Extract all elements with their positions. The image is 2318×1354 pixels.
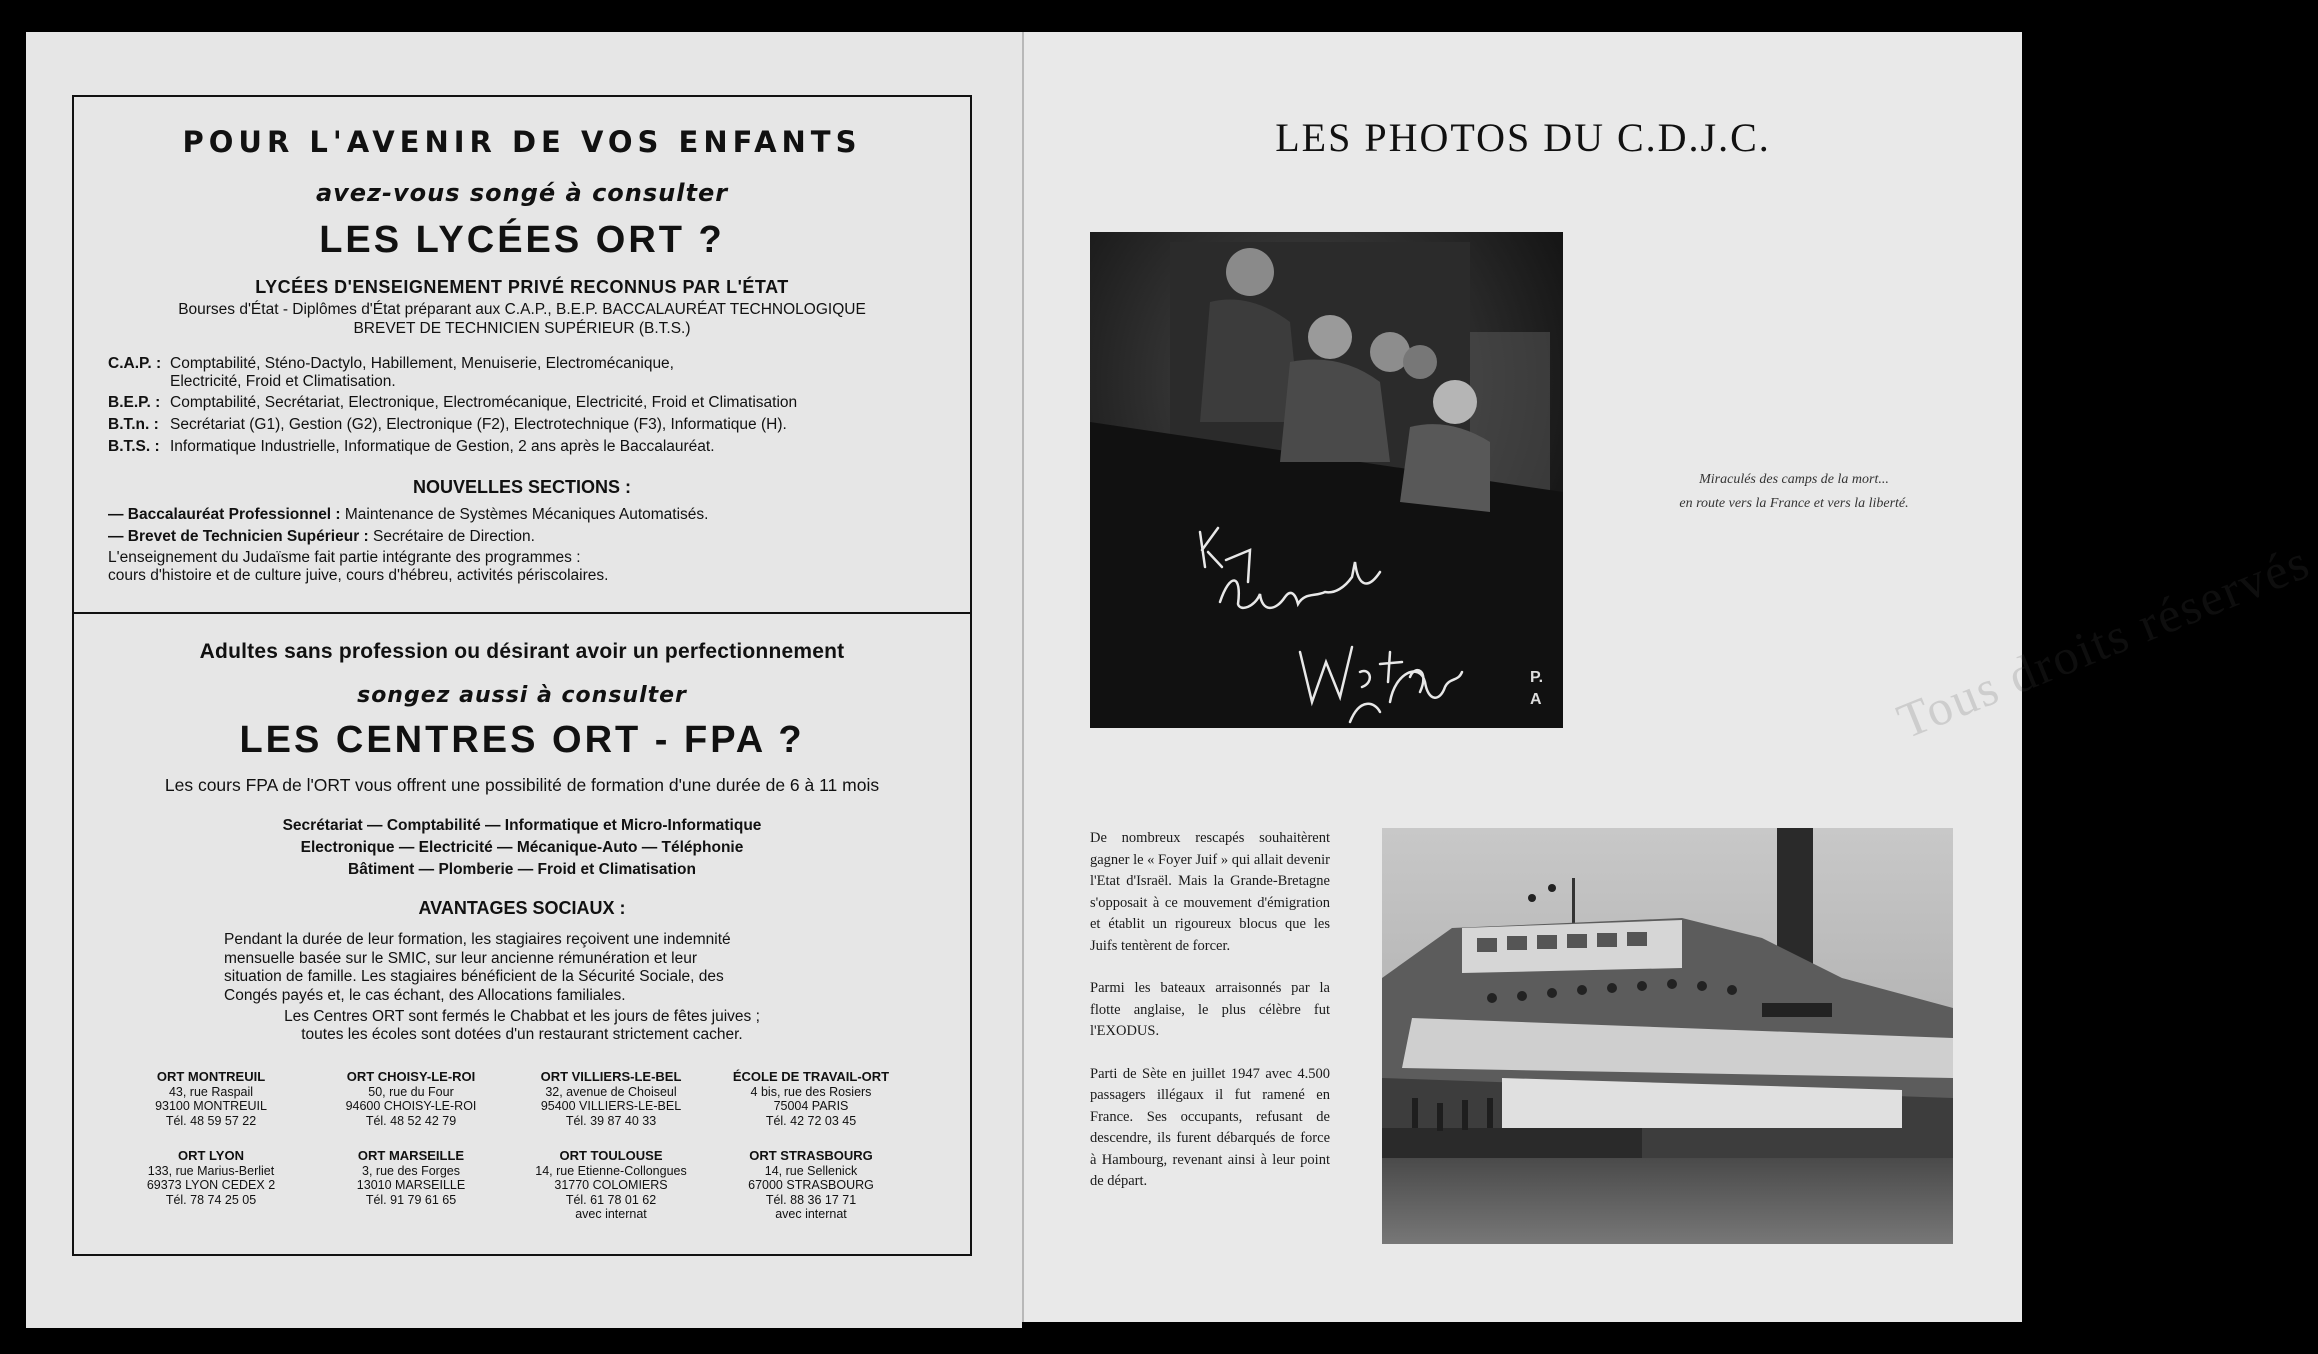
photo-caption: Miraculés des camps de la mort... en route vers la France et vers la liberté. [1679, 472, 1909, 511]
programme-bep: B.E.P. : Comptabilité, Secrétariat, Electronique, Electromécanique, Electricité, Froid et Climatisation [108, 394, 798, 411]
bourses-line-2: BREVET DE TECHNICIEN SUPÉRIEUR (B.T.S.) [353, 320, 691, 337]
specialites-line-3: Bâtiment — Plomberie — Froid et Climatisation [348, 861, 696, 878]
ort-advertisement [72, 95, 972, 1256]
centre-address: ORT TOULOUSE 14, rue Etienne-Collongues 31770 COLOMIERS Tél. 61 78 01 62 avec internat [535, 1148, 687, 1221]
article-text [1090, 828, 1330, 1214]
songez-line: songez aussi à consulter [357, 683, 687, 708]
centre-address: ÉCOLE DE TRAVAIL-ORT 4 bis, rue des Rosiers 75004 PARIS Tél. 42 72 03 45 [732, 1069, 890, 1128]
specialites-line-2: Electronique — Electricité — Mécanique-Auto — Téléphonie [300, 839, 744, 856]
article-paragraph: De nombreux rescapés souhaitèrent gagner le « Foyer Juif » qui allait devenir l'Etat d'Israël. Mais la Grande-Bretagne s'opposait à ce mouvement d'émigration et établit un rigoureux blocus que les Juifs tentèrent de forcer. [1090, 830, 1330, 954]
svg-text:A: A [1530, 691, 1542, 708]
judaisme-line-1: L'enseignement du Judaïsme fait partie intégrante des programmes : [108, 549, 581, 566]
left-page [26, 32, 1022, 1328]
nouvelle-section-bts: — Brevet de Technicien Supérieur : Secrétaire de Direction. [108, 528, 535, 545]
centre-address: ORT CHOISY-LE-ROI 50, rue du Four 94600 CHOISY-LE-ROI Tél. 48 52 42 79 [345, 1069, 477, 1128]
specialites-line-1: Secrétariat — Comptabilité — Informatique et Micro-Informatique [282, 817, 762, 834]
programme-btn: B.T.n. : Secrétariat (G1), Gestion (G2), Electronique (F2), Electrotechnique (F3), Informatique (H). [108, 416, 787, 433]
article-paragraph: Parti de Sète en juillet 1947 avec 4.500 passagers illégaux il fut ramené en France. Ses occupants, refusant de descendre, ils furent débarqués de force à Hambourg, revenant ainsi à leur point de départ. [1090, 1065, 1330, 1189]
section-divider [74, 612, 970, 614]
programme-bts: B.T.S. : Informatique Industrielle, Informatique de Gestion, 2 ans après le Baccalauréat. [108, 438, 715, 455]
programme-cap: C.A.P. : Comptabilité, Sténo-Dactylo, Habillement, Menuiserie, Electromécanique, Electricité, Froid et Climatisation. [108, 355, 674, 390]
orphans-train-photo [1090, 232, 1563, 728]
avantages-text: Pendant la durée de leur formation, les stagiaires reçoivent une indemnité mensuelle basée sur le SMIC, sur leur ancienne rémunération et leur situation de famille. Les stagiaires bénéficient de la Sécurité Sociale, des Congés payés et, le cas échant, des Allocations familiales. [224, 931, 731, 1004]
avantages-title: AVANTAGES SOCIAUX : [418, 898, 626, 918]
lycees-subtitle: LYCÉES D'ENSEIGNEMENT PRIVÉ RECONNUS PAR L'ÉTAT [255, 277, 789, 297]
exodus-ship-photo-graphic [1382, 828, 1953, 1244]
orphans-train-photo-graphic [1090, 232, 1563, 728]
right-page [1022, 32, 2318, 1322]
nouvelles-sections-title: NOUVELLES SECTIONS : [412, 477, 632, 497]
chabbat-line-2: toutes les écoles sont dotées d'un restaurant strictement cacher. [301, 1026, 743, 1043]
centre-address: ORT LYON 133, rue Marius-Berliet 69373 LYON CEDEX 2 Tél. 78 74 25 05 [146, 1148, 276, 1207]
adultes-line: Adultes sans profession ou désirant avoir un perfectionnement [199, 640, 845, 663]
centres-title: LES CENTRES ORT - FPA ? [239, 719, 805, 761]
exodus-ship-photo [1382, 828, 1953, 1244]
nouvelle-section-bac-pro: — Baccalauréat Professionnel : Maintenance de Systèmes Mécaniques Automatisés. [108, 506, 709, 523]
centre-address: ORT VILLIERS-LE-BEL 32, avenue de Choiseul 95400 VILLIERS-LE-BEL Tél. 39 87 40 33 [540, 1069, 682, 1128]
bourses-line-1: Bourses d'État - Diplômes d'État préparant aux C.A.P., B.E.P. BACCALAURÉAT TECHNOLOGIQUE [178, 301, 866, 318]
lycees-title: LES LYCÉES ORT ? [319, 219, 725, 261]
centre-address: ORT MARSEILLE 3, rue des Forges 13010 MARSEILLE Tél. 91 79 61 65 [356, 1148, 466, 1207]
article-paragraph: Parmi les bateaux arraisonnés par la flotte anglaise, le plus célèbre fut l'EXODUS. [1090, 980, 1330, 1039]
page-title: LES PHOTOS DU C.D.J.C. [1275, 115, 1771, 160]
subheadline: avez-vous songé à consulter [315, 179, 729, 207]
centre-address: ORT STRASBOURG 14, rue Sellenick 67000 STRASBOURG Tél. 88 36 17 71 avec internat [748, 1148, 874, 1221]
svg-text:P.: P. [1530, 669, 1544, 686]
judaisme-line-2: cours d'histoire et de culture juive, cours d'hébreu, activités périscolaires. [108, 567, 609, 584]
chabbat-line-1: Les Centres ORT sont fermés le Chabbat et les jours de fêtes juives ; [284, 1008, 760, 1025]
fpa-line: Les cours FPA de l'ORT vous offrent une possibilité de formation d'une durée de 6 à 11 mois [164, 775, 880, 795]
centre-address: ORT MONTREUIL 43, rue Raspail 93100 MONTREUIL Tél. 48 59 57 22 [155, 1069, 267, 1128]
copyright-watermark: Tous droits réservés [1889, 532, 2318, 750]
headline: POUR L'AVENIR DE VOS ENFANTS [182, 125, 862, 159]
